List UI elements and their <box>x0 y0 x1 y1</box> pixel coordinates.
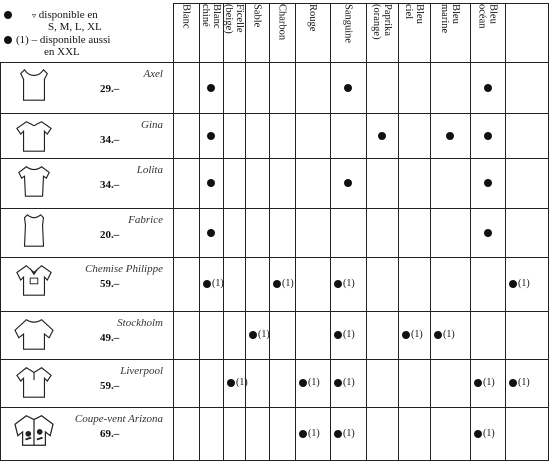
product-row-label <box>0 407 173 460</box>
product-row-label <box>0 158 173 208</box>
product-row-label <box>0 257 173 311</box>
xxl-note: (1) <box>308 427 320 439</box>
availability-cell <box>269 257 295 311</box>
availability-dot-icon <box>334 280 342 288</box>
availability-dot-icon <box>402 331 410 339</box>
product-name: Coupe-vent Arizona <box>74 413 163 425</box>
column-header-label: Rouge <box>307 4 318 32</box>
availability-cell <box>470 158 505 208</box>
availability-cell <box>470 62 505 113</box>
availability-cell <box>470 113 505 158</box>
column-header <box>245 2 269 62</box>
product-name: Gina <box>141 119 163 131</box>
xxl-note: (1) <box>443 329 455 340</box>
column-header <box>199 2 223 62</box>
availability-cell <box>330 407 366 460</box>
xxl-note: (1) <box>343 329 355 340</box>
xxl-note: (1) <box>411 329 423 340</box>
availability-cell <box>330 158 366 208</box>
availability-cell <box>470 208 505 257</box>
column-header-label: Blanc <box>180 4 192 29</box>
column-header-label: Charbon <box>276 4 288 41</box>
availability-dot-icon <box>207 229 215 237</box>
availability-dot-icon <box>299 379 307 387</box>
availability-dot-icon <box>509 280 517 288</box>
availability-dot-icon <box>249 331 257 339</box>
availability-dot-icon <box>484 84 492 92</box>
availability-cell <box>430 311 470 359</box>
fitted-shirt-icon <box>12 162 56 200</box>
xxl-note: (1) <box>483 427 495 439</box>
product-price: 69.– <box>100 428 120 440</box>
availability-cell <box>330 257 366 311</box>
polo-shirt-icon <box>12 363 56 401</box>
column-header <box>470 2 505 62</box>
column-header <box>295 2 330 62</box>
availability-dot-icon <box>484 132 492 140</box>
product-name: Chemise Philippe <box>85 263 163 275</box>
availability-cell <box>470 407 505 460</box>
availability-dot-icon <box>203 280 211 288</box>
availability-cell <box>199 113 223 158</box>
column-header-label: Bleu ciel <box>403 4 425 24</box>
availability-cell <box>430 113 470 158</box>
availability-dot-icon <box>207 132 215 140</box>
xxl-note: (1) <box>343 278 355 289</box>
table-column-divider <box>430 3 431 461</box>
availability-cell <box>223 359 248 407</box>
availability-dot-icon <box>299 430 307 438</box>
availability-cell <box>505 359 548 407</box>
availability-cell <box>245 311 269 359</box>
availability-dot-icon <box>227 379 235 387</box>
xxl-note: (1) <box>483 377 495 388</box>
sleeveless-shirt-icon <box>12 212 56 250</box>
availability-dot-icon <box>378 132 386 140</box>
availability-dot-icon <box>484 229 492 237</box>
legend-sizes: S, M, L, XL <box>48 21 102 33</box>
availability-dot-icon <box>484 179 492 187</box>
windbreaker-icon <box>12 411 56 449</box>
availability-cell <box>199 158 223 208</box>
table-column-divider <box>548 3 549 461</box>
xxl-note: (1) <box>518 278 530 289</box>
product-name: Stockholm <box>117 317 163 329</box>
availability-dot-icon <box>474 379 482 387</box>
xxl-note: (1) <box>236 377 248 388</box>
column-header-label: Bleu océan <box>476 4 499 29</box>
legend-line2: (1) – disponible aussi <box>16 34 111 46</box>
availability-cell <box>330 62 366 113</box>
availability-dot-icon <box>334 430 342 438</box>
availability-cell <box>199 62 223 113</box>
product-price: 34.– <box>100 134 120 146</box>
table-column-divider <box>398 3 399 461</box>
availability-dot-icon <box>207 179 215 187</box>
availability-dot-icon <box>344 179 352 187</box>
legend-line1: ▿ disponible en <box>32 9 98 21</box>
availability-dot-icon <box>334 331 342 339</box>
product-price: 59.– <box>100 380 120 392</box>
availability-dot-icon <box>334 379 342 387</box>
t-shirt-icon <box>12 117 56 155</box>
xxl-note: (1) <box>258 329 270 340</box>
tank-top-icon <box>12 66 56 104</box>
collar-shirt-icon <box>12 261 56 299</box>
legend-xxl: en XXL <box>44 46 80 58</box>
column-header-label: Blanc chiné <box>200 4 222 29</box>
product-price: 59.– <box>100 278 120 290</box>
availability-dot-icon <box>434 331 442 339</box>
availability-cell <box>470 359 505 407</box>
availability-cell <box>295 359 330 407</box>
product-row-label <box>0 311 173 359</box>
table-row-divider <box>0 460 548 461</box>
product-name: Axel <box>143 68 163 80</box>
product-price: 29.– <box>100 83 120 95</box>
column-header <box>269 2 295 62</box>
table-column-divider <box>245 3 246 461</box>
product-name: Fabrice <box>128 214 163 226</box>
product-row-label <box>0 359 173 407</box>
availability-dot-icon <box>509 379 517 387</box>
column-header-label: Bleu marine <box>439 4 461 34</box>
xxl-note: (1) <box>308 377 320 388</box>
column-header-label: Paprika (orange) <box>371 4 393 40</box>
product-row-label <box>0 62 173 113</box>
availability-cell <box>330 311 366 359</box>
availability-cell <box>366 113 398 158</box>
column-header-label: Sable <box>251 4 263 28</box>
product-row-label <box>0 113 173 158</box>
availability-dot-icon <box>207 84 215 92</box>
xxl-note: (1) <box>343 427 355 439</box>
availability-cell <box>330 359 366 407</box>
table-column-divider <box>366 3 367 461</box>
table-column-divider <box>269 3 270 461</box>
availability-dot-icon <box>273 280 281 288</box>
product-row-label <box>0 208 173 257</box>
availability-dot-icon <box>446 132 454 140</box>
product-price: 20.– <box>100 229 120 241</box>
column-header <box>366 2 398 62</box>
xxl-note: (1) <box>282 278 294 289</box>
availability-cell <box>398 311 430 359</box>
column-header <box>223 2 245 62</box>
xxl-note: (1) <box>343 377 355 388</box>
availability-cell <box>199 257 223 311</box>
column-header <box>430 2 470 62</box>
column-header-label: Sanguine <box>342 4 354 44</box>
product-price: 49.– <box>100 332 120 344</box>
availability-dot-icon <box>344 84 352 92</box>
column-header <box>330 2 366 62</box>
availability-cell <box>505 257 548 311</box>
product-name: Lolita <box>136 164 163 176</box>
product-price: 34.– <box>100 179 120 191</box>
xxl-note: (1) <box>518 377 530 388</box>
sweatshirt-icon <box>12 315 56 353</box>
availability-dot-icon <box>474 430 482 438</box>
availability-cell <box>295 407 330 460</box>
column-header-label: Ficelle (beige) <box>223 4 245 34</box>
column-header <box>173 2 199 62</box>
table-column-divider <box>173 3 174 461</box>
xxl-note: (1) <box>212 278 224 289</box>
product-name: Liverpool <box>120 365 163 377</box>
column-header <box>398 2 430 62</box>
availability-cell <box>199 208 223 257</box>
